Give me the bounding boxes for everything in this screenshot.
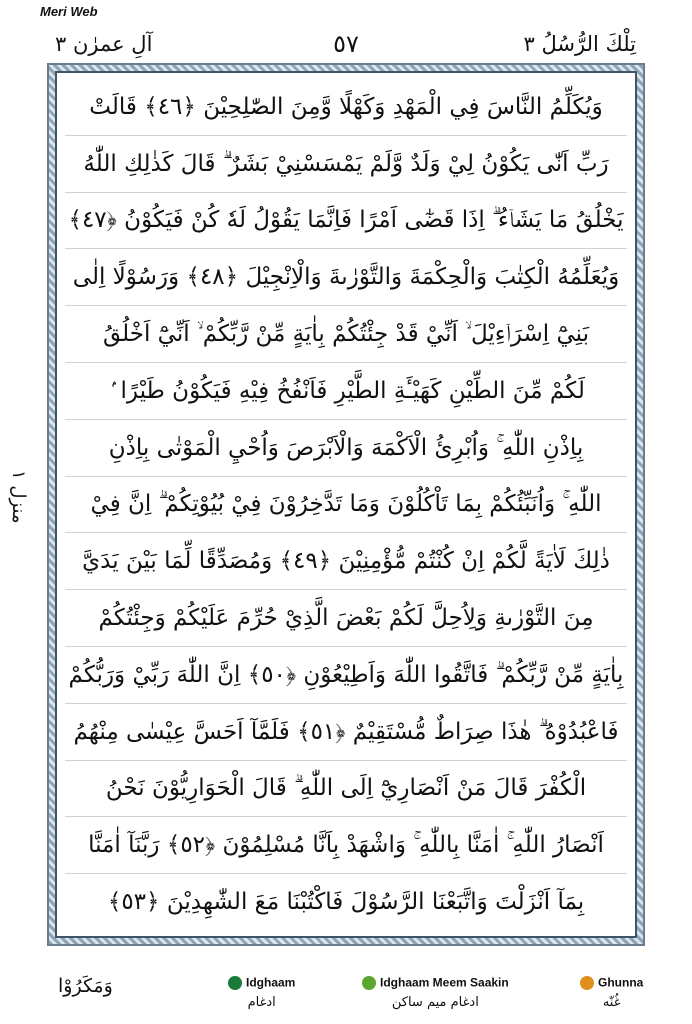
footer [0, 972, 692, 1024]
text-line: لَكُمْ مِّنَ الطِّيْنِ كَهَيْـَٔةِ الطَّيْرِ فَاَنْفُخُ فِيْهِ فَيَكُوْنُ طَيْرًا ۢ [65, 363, 627, 420]
legend-label: Idghaam [246, 975, 296, 990]
surah-name: آلِ عمرٰن ۳ [55, 32, 153, 56]
manzil-label: منزل ١ [8, 470, 29, 524]
idghaam-dot-icon [228, 976, 242, 990]
text-line: اللّٰهِ ۚ وَاُنَبِّئُكُمْ بِمَا تَاْكُلُوْنَ وَمَا تَدَّخِرُوْنَ فِيْ بُيُوْتِكُمْ ۗ اِنَّ فِيْ [65, 477, 627, 534]
text-line: رَبِّ اَنّٰى يَكُوْنُ لِيْ وَلَدٌ وَّلَمْ يَمْسَسْنِيْ بَشَرٌ ۗ قَالَ كَذٰلِكِ اللّٰهُ [65, 136, 627, 193]
ghunna-dot-icon [580, 976, 594, 990]
text-line: الْكُفْرَ قَالَ مَنْ اَنْصَارِيْٓ اِلَى اللّٰهِ ۗ قَالَ الْحَوَارِيُّوْنَ نَحْنُ [65, 761, 627, 818]
brand-label: Meri Web [40, 4, 98, 19]
text-line: مِنَ التَّوْرٰىةِ وَلِاُحِلَّ لَكُمْ بَعْضَ الَّذِيْ حُرِّمَ عَلَيْكُمْ وَجِئْتُكُمْ [65, 590, 627, 647]
legend-label: Ghunna [598, 975, 644, 990]
text-line: وَيُكَلِّمُ النَّاسَ فِي الْمَهْدِ وَكَهْلًا وَّمِنَ الصّٰلِحِيْنَ ﴿٤٦﴾ قَالَتْ [65, 79, 627, 136]
text-line: اَنْصَارُ اللّٰهِ ۚ اٰمَنَّا بِاللّٰهِ ۚ وَاشْهَدْ بِاَنَّا مُسْلِمُوْنَ ﴿٥٢﴾ رَبَّنَآ اٰمَنَّا [65, 817, 627, 874]
text-line: يَخْلُقُ مَا يَشَاۤءُ ۗ اِذَا قَضٰٓى اَمْرًا فَاِنَّمَا يَقُوْلُ لَهٗ كُنْ فَيَكُوْنُ ﴿٤٧﴾ [65, 193, 627, 250]
text-area [55, 71, 637, 938]
legend-idghaam-meem [362, 972, 509, 1010]
legend-ghunna [580, 972, 643, 1010]
page-number: ٥٧ [333, 30, 359, 58]
legend-urdu: ادغام میم ساکن [391, 995, 479, 1010]
legend-idghaam [228, 972, 295, 1010]
text-line: وَيُعَلِّمُهُ الْكِتٰبَ وَالْحِكْمَةَ وَالتَّوْرٰىةَ وَالْاِنْجِيْلَ ﴿٤٨﴾ وَرَسُوْلًا اِلٰى [65, 249, 627, 306]
juz-name: تِلْكَ الرُّسُلُ ۳ [523, 32, 636, 56]
page-frame [47, 63, 645, 946]
text-line: فَاعْبُدُوْهُ ۗ هٰذَا صِرَاطٌ مُّسْتَقِيْمٌ ﴿٥١﴾ فَلَمَّآ اَحَسَّ عِيْسٰى مِنْهُمُ [65, 704, 627, 761]
text-line: بِاِذْنِ اللّٰهِ ۚ وَاُبْرِئُ الْاَكْمَهَ وَالْاَبْرَصَ وَاُحْيِ الْمَوْتٰى بِاِذْنِ [65, 420, 627, 477]
legend-urdu: غُنّه [602, 995, 621, 1010]
catchword: وَمَكَرُوْا [58, 975, 113, 997]
text-line: بَنِيْٓ اِسْرَاۤءِيْلَ ۙ اَنِّيْ قَدْ جِئْتُكُمْ بِاٰيَةٍ مِّنْ رَّبِّكُمْ ۙ اَنِّيْٓ اَخْلُقُ [65, 306, 627, 363]
legend-urdu: ادغام [247, 995, 276, 1010]
text-line: بِمَآ اَنْزَلْتَ وَاتَّبَعْنَا الرَّسُوْلَ فَاكْتُبْنَا مَعَ الشّٰهِدِيْنَ ﴿٥٣﴾ [107, 889, 585, 916]
text-line: ذٰلِكَ لَاٰيَةً لَّكُمْ اِنْ كُنْتُمْ مُّؤْمِنِيْنَ ﴿٤٩﴾ وَمُصَدِّقًا لِّمَا بَيْنَ يَدَيَّ [65, 533, 627, 590]
idghaam-meem-dot-icon [362, 976, 376, 990]
text-line: بِاٰيَةٍ مِّنْ رَّبِّكُمْ ۗ فَاتَّقُوا اللّٰهَ وَاَطِيْعُوْنِ ﴿٥٠﴾ اِنَّ اللّٰهَ رَبِّيْ وَرَبُّكُمْ [65, 647, 627, 704]
legend-label: Idghaam Meem Saakin [380, 975, 509, 990]
